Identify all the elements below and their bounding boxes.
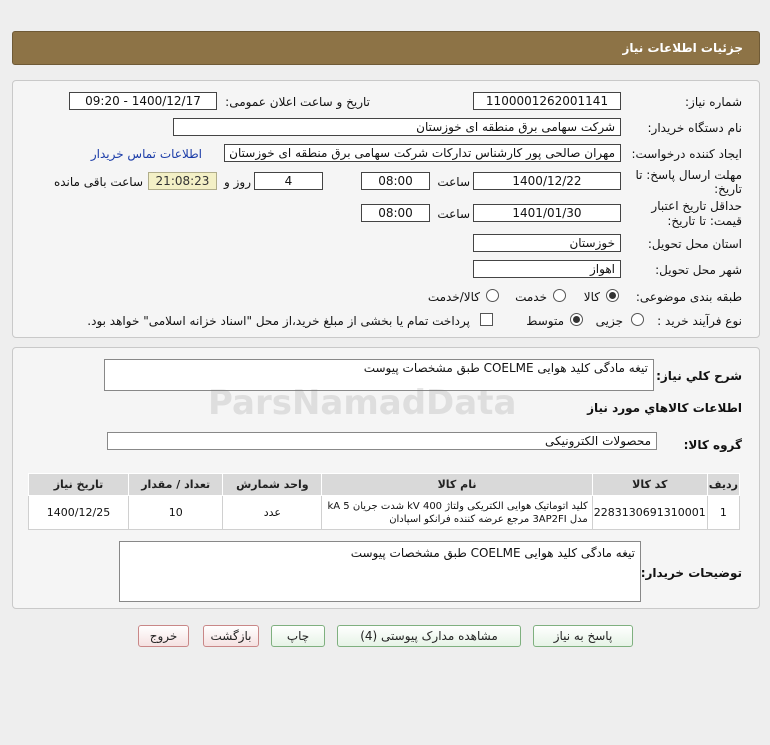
summary-label: شرح کلي نياز:: [656, 369, 742, 383]
row-name-line2: مدل 3AP2FI مرجع عرضه کننده فرانکو اسپادان: [389, 513, 588, 525]
need-number-field: 1100001262001141: [473, 92, 621, 110]
category-goods-service-label: کالا/خدمت: [427, 290, 480, 304]
items-table-header-row: [29, 474, 740, 496]
process-minor-radio[interactable]: [631, 313, 644, 326]
category-goods-service-radio[interactable]: [486, 289, 499, 302]
buyer-org-label: نام دستگاه خریدار:: [647, 121, 742, 135]
validity-time: 08:00: [361, 204, 430, 222]
buyer-notes-field: تیغه مادگی کلید هوایی COELME طبق مشخصات پیوست: [119, 541, 641, 602]
goods-section-title: اطلاعات کالاهاي مورد نياز: [587, 401, 742, 415]
treasury-payment-checkbox[interactable]: [480, 313, 493, 326]
row-number: 1: [707, 496, 739, 530]
reply-deadline-time: 08:00: [361, 172, 430, 190]
col-name: نام کالا: [322, 474, 593, 496]
col-code: کد کالا: [592, 474, 707, 496]
category-service-radio[interactable]: [553, 289, 566, 302]
reply-deadline-label-line1: مهلت ارسال پاسخ: تا: [635, 168, 742, 182]
announce-datetime-field: 1400/12/17 - 09:20: [69, 92, 217, 110]
page-header: [12, 31, 760, 65]
announce-datetime-label: تاریخ و ساعت اعلان عمومی:: [225, 95, 370, 109]
row-qty: 10: [129, 496, 223, 530]
col-qty: تعداد / مقدار: [129, 474, 223, 496]
row-date: 1400/12/25: [29, 496, 129, 530]
treasury-payment-note: پرداخت تمام یا بخشی از مبلغ خرید،از محل "اسناد خزانه اسلامی" خواهد بود.: [87, 314, 470, 328]
process-medium-label: متوسط: [526, 314, 564, 328]
col-unit: واحد شمارش: [223, 474, 322, 496]
buyer-notes-label: توضیحات خریدار:: [640, 566, 742, 580]
validity-date: 1401/01/30: [473, 204, 621, 222]
row-name: [322, 496, 593, 530]
col-row: ردیف: [707, 474, 739, 496]
remaining-time-field: 21:08:23: [148, 172, 217, 190]
attachments-button[interactable]: مشاهده مدارک پیوستی (4): [337, 625, 521, 647]
items-table: [28, 473, 740, 530]
requester-label: ایجاد کننده درخواست:: [631, 147, 742, 161]
reply-deadline-label-line2: تاریخ:: [714, 182, 742, 196]
reply-deadline-time-label: ساعت: [437, 175, 470, 189]
row-code: 2283130691310001: [592, 496, 707, 530]
back-button[interactable]: بازگشت: [203, 625, 259, 647]
process-type-label: نوع فرآیند خرید :: [657, 314, 742, 328]
category-goods-radio[interactable]: [606, 289, 619, 302]
process-minor-label: جزیی: [595, 314, 623, 328]
goods-group-label: گروه کالا:: [683, 438, 742, 452]
row-unit: عدد: [223, 496, 322, 530]
exit-button[interactable]: خروج: [138, 625, 189, 647]
print-button[interactable]: چاپ: [271, 625, 325, 647]
delivery-city-label: شهر محل تحویل:: [655, 263, 742, 277]
requester-field: مهران صالحی پور کارشناس تدارکات شرکت سهامی برق منطقه ای خوزستان: [224, 144, 621, 162]
buyer-org-field: شرکت سهامی برق منطقه ای خوزستان: [173, 118, 621, 136]
row-name-line1: کلید اتوماتیک هوایی الکتریکی ولتاژ kV 400 شدت جریان kA 5: [327, 500, 588, 512]
col-date: تاریخ نیاز: [29, 474, 129, 496]
page-title: جزئیات اطلاعات نیاز: [622, 41, 743, 55]
remaining-days-field: 4: [254, 172, 323, 190]
days-and-label: روز و: [224, 175, 251, 189]
validity-label-line1: حداقل تاریخ اعتبار: [651, 199, 742, 213]
remaining-time-label: ساعت باقی مانده: [53, 175, 143, 189]
goods-group-field: محصولات الکترونیکی: [107, 432, 657, 450]
need-number-label: شماره نیاز:: [685, 95, 742, 109]
validity-time-label: ساعت: [437, 207, 470, 221]
delivery-province-label: استان محل تحویل:: [647, 237, 742, 251]
process-medium-radio[interactable]: [570, 313, 583, 326]
validity-label-line2: قیمت: تا تاریخ:: [667, 214, 742, 228]
reply-button[interactable]: پاسخ به نیاز: [533, 625, 633, 647]
category-label: طبقه بندی موضوعی:: [635, 290, 742, 304]
category-service-label: خدمت: [515, 290, 547, 304]
summary-field: تیغه مادگی کلید هوایی COELME طبق مشخصات پیوست: [104, 359, 654, 391]
reply-deadline-date: 1400/12/22: [473, 172, 621, 190]
table-row[interactable]: [29, 496, 740, 530]
delivery-city-field: اهواز: [473, 260, 621, 278]
category-goods-label: کالا: [583, 290, 600, 304]
delivery-province-field: خوزستان: [473, 234, 621, 252]
buyer-contact-link[interactable]: اطلاعات تماس خریدار: [90, 147, 202, 161]
